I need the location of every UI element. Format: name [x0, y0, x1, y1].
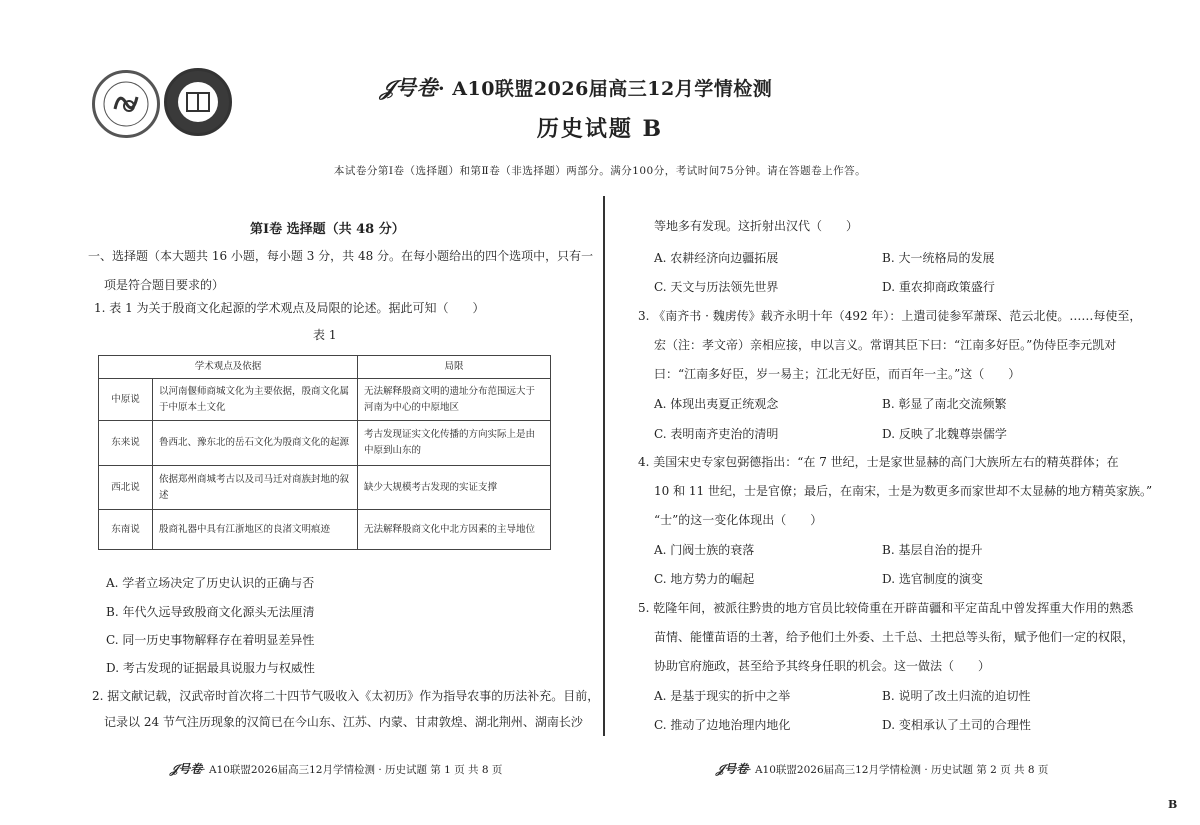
- q3-option-d: D. 反映了北魏尊崇儒学: [882, 427, 1007, 441]
- question-2-line1: 2. 据文献记载，汉武帝时首次将二十四节气吸收入《太初历》作为指导农事的历法补充。目前，: [92, 689, 600, 703]
- table-row: [99, 510, 551, 550]
- subject-title: 历史试题 B: [536, 116, 664, 142]
- footer-brand-mark: 𝒥号卷: [716, 762, 749, 776]
- footer-right-text: · A10联盟2026届高三12月学情检测 · 历史试题 第 2 页 共 8 页: [748, 764, 1049, 776]
- question-3-line1: 3. 《南齐书 · 魏虏传》载齐永明十年（492 年）：上遣司徒参军萧琛、范云北使。……每使至，: [638, 309, 1142, 323]
- row-basis: 以河南偃师商城文化为主要依据，殷商文化属于中原本土文化: [153, 379, 358, 421]
- q2-option-d: D. 重农抑商政策盛行: [882, 280, 995, 294]
- table-row: [99, 466, 551, 510]
- row-name: 东南说: [99, 510, 153, 550]
- question-4-line3: “士”的这一变化体现出（ ）: [654, 513, 823, 527]
- question-2-line2: 记录以 24 节气注历现象的汉简已在今山东、江苏、内蒙、甘肃敦煌、湖北荆州、湖南长沙: [104, 715, 583, 729]
- instructions-line2: 项是符合题目要求的）: [104, 278, 225, 292]
- exam-title: [380, 72, 772, 102]
- table-header-limit: 局限: [358, 356, 551, 379]
- question-5-line3: 协助官府施政，甚至给予其终身任职的机会。这一做法（ ）: [654, 659, 991, 673]
- question-5-line2: 苗情、能懂苗语的土著，给予他们土外委、土千总、土把总等头衔，赋予他们一定的权限，: [654, 630, 1135, 644]
- row-name: 西北说: [99, 466, 153, 510]
- q4-option-a: A. 门阀士族的衰落: [654, 543, 755, 557]
- q1-option-b: B. 年代久远导致殷商文化源头无法厘清: [106, 605, 315, 619]
- q3-option-b: B. 彰显了南北交流频繁: [882, 397, 1007, 411]
- exam-title-text: · A10联盟2026届高三12月学情检测: [438, 78, 773, 100]
- question-1-stem: 1. 表 1 为关于殷商文化起源的学术观点及局限的论述。据此可知（ ）: [94, 301, 485, 315]
- row-basis: 殷商礼器中具有江浙地区的良渚文明痕迹: [153, 510, 358, 550]
- row-limit: 考古发现证实文化传播的方向实际上是由中原到山东的: [358, 421, 551, 466]
- q5-option-a: A. 是基于现实的折中之举: [654, 689, 791, 703]
- question-4-line2: 10 和 11 世纪，士是官僚；最后，在南宋，士是为数更多而家世却不太显赫的地方精英家族。”: [654, 484, 1153, 498]
- paper-version-label: B: [1168, 798, 1178, 811]
- q4-option-b: B. 基层自治的提升: [882, 543, 983, 557]
- q5-option-b: B. 说明了改土归流的迫切性: [882, 689, 1031, 703]
- row-name: 东来说: [99, 421, 153, 466]
- footer-right: [716, 760, 1048, 777]
- q1-option-d: D. 考古发现的证据最具说服力与权威性: [106, 661, 315, 675]
- q2-option-a: A. 农耕经济向边疆拓展: [654, 251, 779, 265]
- q1-option-c: C. 同一历史事物解释存在着明显差异性: [106, 633, 315, 647]
- table-caption: 表 1: [313, 328, 337, 342]
- row-limit: 无法解释殷商文化中北方因素的主导地位: [358, 510, 551, 550]
- footer-left-text: · A10联盟2026届高三12月学情检测 · 历史试题 第 1 页 共 8 页: [202, 764, 503, 776]
- footer-brand-mark: 𝒥号卷: [170, 762, 203, 776]
- q5-option-c: C. 推动了边地治理内地化: [654, 718, 791, 732]
- row-limit: 无法解释殷商文明的遗址分布范围远大于河南为中心的中原地区: [358, 379, 551, 421]
- row-basis: 依据郑州商城考古以及司马迁对商族封地的叙述: [153, 466, 358, 510]
- question-4-line1: 4. 美国宋史专家包弼德指出：“在 7 世纪，士是家世显赫的高门大族所左右的精英群体；在: [638, 455, 1119, 469]
- q5-option-d: D. 变相承认了土司的合理性: [882, 718, 1031, 732]
- exam-intro: 本试卷分第Ⅰ卷（选择题）和第Ⅱ卷（非选择题）两部分。满分100分，考试时间75分钟。请在答题卷上作答。: [333, 165, 867, 177]
- table-header-basis: 学术观点及依据: [99, 356, 358, 379]
- q1-option-a: A. 学者立场决定了历史认识的正确与否: [106, 576, 315, 590]
- brand-mark: 𝒥号卷: [380, 75, 438, 100]
- q2-option-b: B. 大一统格局的发展: [882, 251, 995, 265]
- table-1: [98, 355, 551, 550]
- section-title: 第Ⅰ卷 选择题（共 48 分）: [250, 222, 405, 237]
- table-row: [99, 379, 551, 421]
- q4-option-d: D. 选官制度的演变: [882, 572, 983, 586]
- q3-option-c: C. 表明南齐吏治的清明: [654, 427, 779, 441]
- footer-left: [170, 760, 502, 777]
- question-3-line3: 曰：“江南多好臣，岁一易主；江北无好臣，而百年一主。”这（ ）: [654, 367, 1021, 381]
- table-row: [99, 421, 551, 466]
- instructions-line1: 一、选择题（本大题共 16 小题，每小题 3 分，共 48 分。在每小题给出的四个选项中，只有一: [88, 249, 594, 263]
- column-divider: [603, 196, 605, 736]
- row-basis: 鲁西北、豫东北的岳石文化为殷商文化的起源: [153, 421, 358, 466]
- question-3-line2: 宏（注：孝文帝）亲相应接，申以言义。常谓其臣下曰：“江南多好臣。”伪侍臣李元凯对: [654, 338, 1117, 352]
- q2-option-c: C. 天文与历法领先世界: [654, 280, 779, 294]
- q4-option-c: C. 地方势力的崛起: [654, 572, 755, 586]
- question-5-line1: 5. 乾隆年间，被派往黔贵的地方官员比较倚重在开辟苗疆和平定苗乱中曾发挥重大作用的熟悉: [638, 601, 1134, 615]
- question-2-continued: 等地多有发现。这折射出汉代（ ）: [654, 219, 859, 233]
- row-limit: 缺少大规模考古发现的实证支撑: [358, 466, 551, 510]
- q3-option-a: A. 体现出夷夏正统观念: [654, 397, 779, 411]
- row-name: 中原说: [99, 379, 153, 421]
